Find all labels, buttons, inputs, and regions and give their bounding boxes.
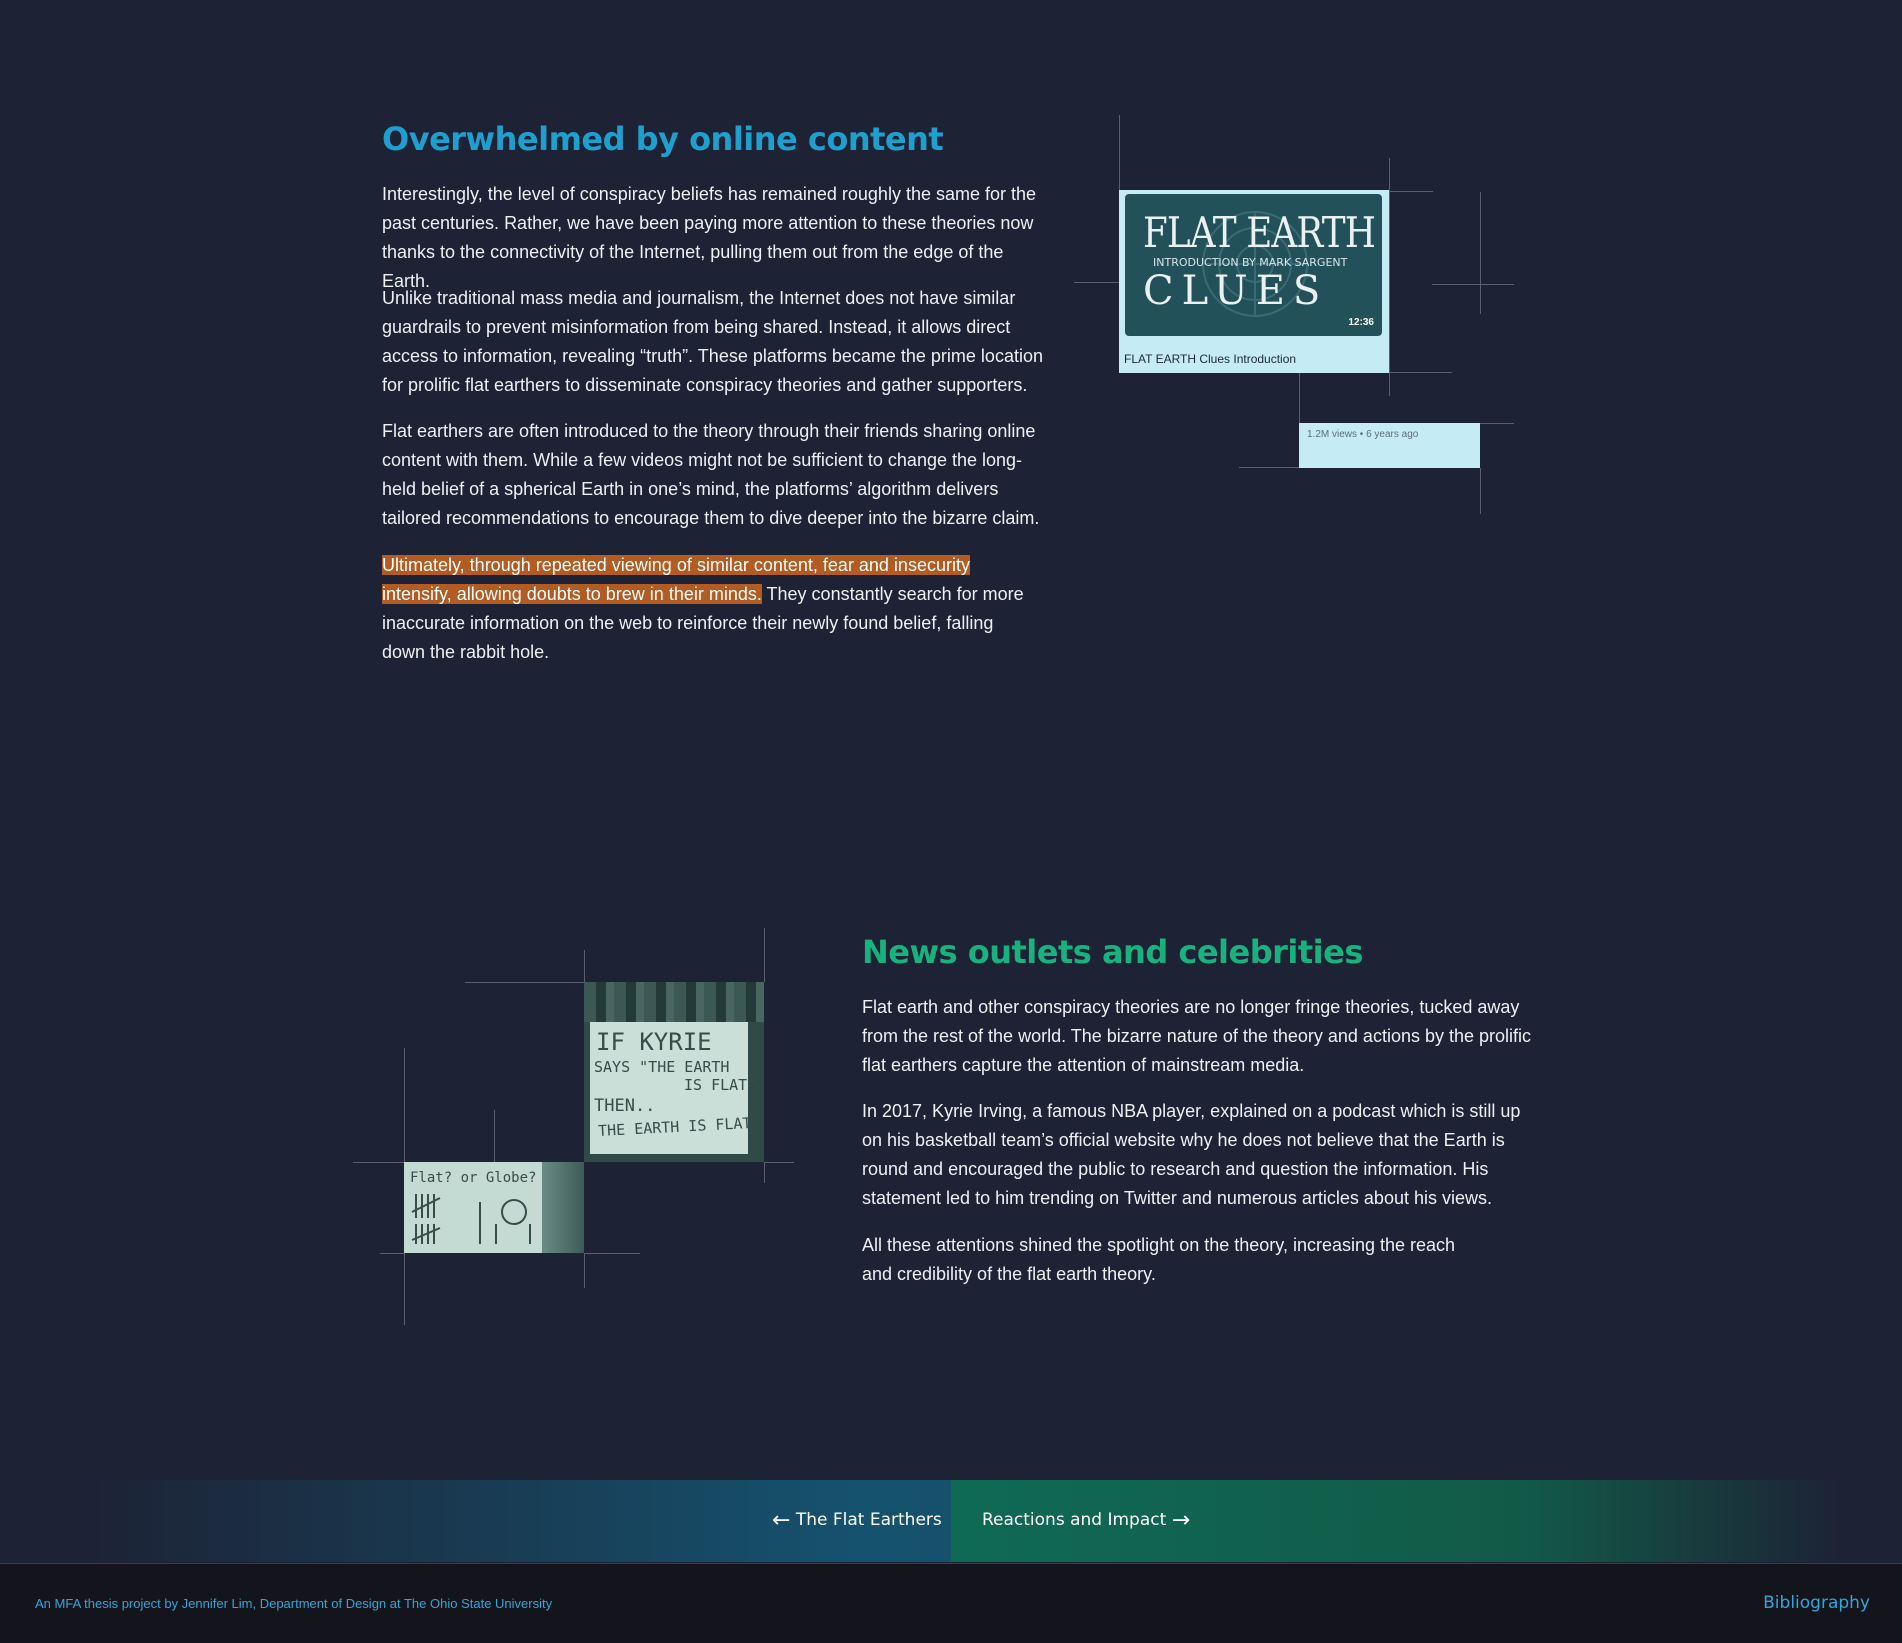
next-chapter-label: Reactions and Impact xyxy=(982,1510,1167,1530)
guide-line xyxy=(584,1253,640,1254)
chapter-navigation xyxy=(0,1480,1902,1562)
paragraph: Unlike traditional mass media and journalism, the Internet does not have similar guardrails to prevent misinformation from being shared. Instead, it allows direct access to information, revealing “truth”. These platforms became the prime location for prolific flat earthers to disseminate conspiracy theories and gather supporters. xyxy=(382,288,1043,395)
next-chapter-link[interactable] xyxy=(982,1508,1190,1533)
guide-line xyxy=(494,1110,495,1162)
guide-line xyxy=(1074,282,1119,283)
footer xyxy=(0,1563,1902,1643)
sign-line: THE EARTH IS FLAT xyxy=(597,1113,752,1141)
video-thumbnail[interactable] xyxy=(1125,194,1382,336)
crowd-background xyxy=(584,982,764,1022)
guide-line xyxy=(1299,372,1300,423)
section-title-news-outlets: News outlets and celebrities xyxy=(862,933,1363,971)
sign-line: IS FLAT" xyxy=(684,1076,757,1094)
paragraph: In 2017, Kyrie Irving, a famous NBA player, explained on a podcast which is still up on his basketball team’s official website why he does not believe that the Earth is round and encouraged the public to research and question the information. His statement led to him trending on Twitter and numerous articles about his views. xyxy=(862,1101,1521,1208)
bibliography-link[interactable]: Bibliography xyxy=(1763,1593,1870,1613)
guide-line xyxy=(404,1048,405,1162)
video-meta-card xyxy=(1299,423,1480,468)
prev-chapter-label: The Flat Earthers xyxy=(795,1510,942,1530)
sign-line: THEN.. xyxy=(594,1096,656,1116)
guide-line xyxy=(764,1162,765,1183)
paragraph: Interestingly, the level of conspiracy beliefs has remained roughly the same for the past centuries. Rather, we have been paying more attention to these theories now thanks to the connectivity of the Internet, pulling them out from the edge of the Earth. xyxy=(382,184,1037,291)
kyrie-sign xyxy=(590,1022,757,1154)
guide-line xyxy=(1480,468,1481,514)
thumbnail-word: CLUES xyxy=(1143,268,1329,314)
protest-sign-photo xyxy=(584,982,764,1162)
paragraph: Flat earthers are often introduced to the theory through their friends sharing online content with them. While a few videos might not be sufficient to change the long-held belief of a spherical Earth in one’s mind, the platforms’ algorithm delivers tailored recommendations to encourage them to dive deeper into the bizarre claim. xyxy=(382,421,1040,528)
paragraph-continuation: They constantly search for more inaccurate information on the web to reinforce their newly found belief, falling down the rabbit hole. xyxy=(382,584,1024,662)
guide-line xyxy=(764,928,765,982)
video-views-meta: 1.2M views • 6 years ago xyxy=(1307,429,1419,440)
guide-line xyxy=(404,1253,405,1325)
guide-line xyxy=(1389,191,1433,192)
tally-marks-icon xyxy=(410,1188,540,1248)
sign-line: Flat? or Globe? xyxy=(410,1170,537,1186)
guide-line xyxy=(465,982,584,983)
footer-credit: An MFA thesis project by Jennifer Lim, Department of Design at The Ohio State University xyxy=(35,1596,553,1611)
paragraph: Flat earth and other conspiracy theories are no longer fringe theories, tucked away from the rest of the world. The bizarre nature of the theory and actions by the prolific flat earthers capture the attention of mainstream media. xyxy=(862,997,1532,1075)
guide-line xyxy=(584,1253,585,1288)
video-title[interactable]: FLAT EARTH Clues Introduction xyxy=(1124,352,1297,366)
section-title-online-content: Overwhelmed by online content xyxy=(382,120,944,158)
guide-line xyxy=(380,1253,404,1254)
guide-line xyxy=(1480,423,1514,424)
highlighted-text: Ultimately, through repeated viewing of similar content, fear and insecurity intensify, allowing doubts to brew in their minds. xyxy=(382,555,970,604)
guide-line xyxy=(1432,284,1514,285)
thumbnail-title: FLAT EARTH xyxy=(1143,208,1376,257)
guide-line xyxy=(1480,192,1481,314)
guide-line xyxy=(1239,467,1299,468)
thumbnail-subtitle: INTRODUCTION BY MARK SARGENT xyxy=(1153,256,1348,269)
video-card[interactable] xyxy=(1119,190,1389,373)
arrow-right-icon: → xyxy=(1171,1508,1191,1533)
guide-line xyxy=(1119,115,1120,190)
paragraph: All these attentions shined the spotlight on the theory, increasing the reach and credibility of the flat earth theory. xyxy=(862,1235,1456,1284)
arrow-left-icon: ← xyxy=(772,1508,791,1533)
photo-background-edge xyxy=(542,1162,584,1253)
prev-chapter-link[interactable] xyxy=(772,1508,942,1533)
paragraph-highlighted xyxy=(382,551,1032,667)
video-duration: 12:36 xyxy=(1348,317,1374,328)
guide-line xyxy=(1389,158,1390,396)
guide-line xyxy=(353,1162,404,1163)
flat-or-globe-sign-photo xyxy=(404,1162,584,1253)
guide-line xyxy=(764,1162,794,1163)
sign-line: SAYS "THE EARTH xyxy=(594,1058,730,1076)
guide-line xyxy=(584,950,585,982)
sign-line: IF KYRIE xyxy=(596,1028,712,1056)
